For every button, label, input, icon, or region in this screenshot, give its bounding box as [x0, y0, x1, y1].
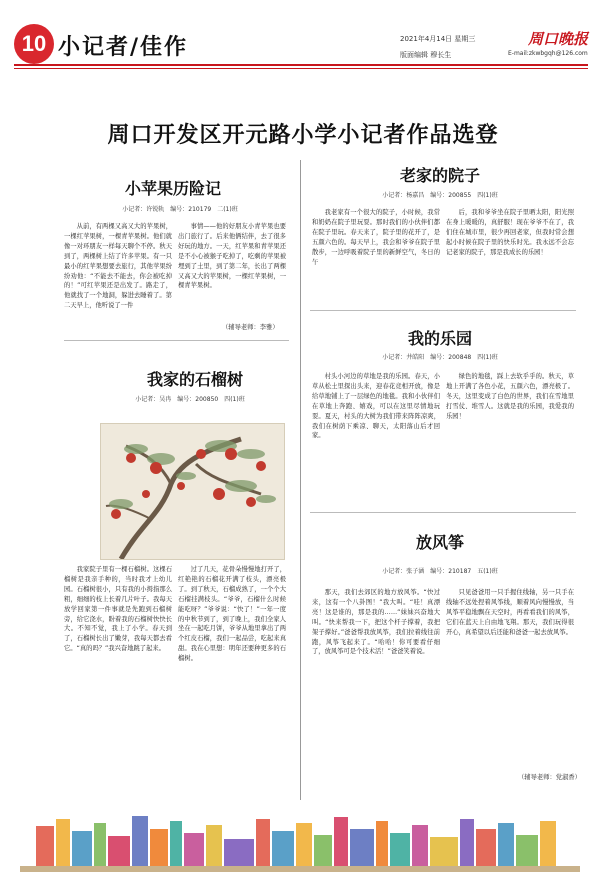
- article-body-yard-col2: [446, 208, 574, 298]
- article-body-yard-col1: [312, 208, 440, 298]
- pomegranate-painting: [100, 423, 285, 560]
- article-body-garden-col2: [446, 372, 574, 502]
- header-rule: [14, 64, 588, 66]
- article-body-pomegranate-col1: [64, 565, 172, 795]
- byline-kite: 小记者：张子涵 编号：210187 五(1)班: [382, 568, 498, 575]
- byline-garden: 小记者：井皓阳 编号：200848 四(1)班: [382, 354, 498, 361]
- article-title-garden: 我的乐园: [407, 329, 472, 348]
- paragraph: 那天，我们去郊区的地方放风筝。“快过来，这有一个八卦图！”我大叫。“哇！真漂亮！这是谁的，那是我的……”妹妹兴奋地大叫。“快来帮我一下，把这个杆子撑着，我把架子撑好。”爸爸帮我放风筝，我们拉着线往前跑，风筝飞起来了。“哈哈！你可要看仔细了，放风筝可是个技术活！”爸爸笑着说。: [312, 589, 440, 656]
- article-title-kite: 放风筝: [415, 533, 464, 552]
- issue-date: 2021年4月14日 星期三: [400, 35, 476, 43]
- byline-apple: 小记者：许锐轨 编号：210179 二(1)班: [122, 206, 238, 213]
- byline-pomegranate: 小记者：吴冉 编号：200850 四(1)班: [135, 396, 245, 403]
- teacher-kite: （辅导老师：党淑香）: [518, 774, 581, 781]
- article-body-pomegranate-col2: [178, 565, 286, 795]
- article-body-kite-col2: [446, 588, 574, 768]
- paragraph: 我家院子里有一棵石榴树。这棵石榴树是我亲手种的，当时我才上幼儿园。石榴树很小，只有我的小拇指那么粗，细细的枝上长着几片叶子。我每天放学回家第一件事就是先跑到石榴树旁，给它浇水，盼着我的石榴树快快长大。不知不觉，我上了小学。春天到了，石榴树长出了嫩芽，我每天都去看它。“真的吗？”我兴奋地跳了起来。: [64, 566, 172, 653]
- paragraph: 绿色的地毯，踩上去软乎乎的。秋天，草地上开满了各色小花，五颜六色，漂亮极了。冬天，这里变成了白色的世界，我们在雪地里打雪仗、堆雪人。这就是我的乐园，我爱我的乐园！: [446, 373, 574, 420]
- newspaper-logo: 周口晚报: [528, 30, 589, 48]
- paragraph: 村头小河边的草地是我的乐园。春天，小草从松土里探出头来，迎春花竞相开放，像是给草地铺上了一层绿色的地毯。我和小伙伴们在草地上奔跑、嬉戏，可以在这里尽情地玩耍。夏天，村头的大树为我们带来阵阵凉爽，我们在树荫下乘凉、聊天，太阳落山后才回家。: [312, 373, 440, 440]
- divider: [310, 512, 576, 513]
- divider: [64, 340, 289, 341]
- article-body-kite-col1: [312, 588, 440, 763]
- paragraph: 从前，有两棵又高又大的苹果树，一棵红苹果树，一棵青苹果树。他们就像一对环朋友一样每天聊个不停。秋天到了，两棵树上结了许多苹果。有一只最小的红苹果想要去旅行，其他苹果纷纷劝他：“不能去不能去，你会被吃掉的！”可红苹果还是出发了。路走了，他就找了一个地洞，躲进去睡着了。第二天早上，他听说了一件: [64, 223, 172, 310]
- bookshelf-illustration: [36, 811, 566, 866]
- article-title-apple: 小苹果历险记: [124, 179, 221, 198]
- paragraph: 过了几天，花骨朵慢慢地打开了，红艳艳的石榴花开满了枝头，漂亮极了。到了秋天，石榴成熟了，一个个大石榴挂满枝头。“爷爷，石榴什么时候能吃呀？”爷爷说：“快了！”一年一度的中秋节到了，到了晚上，我们全家人坐在一起吃月饼，爷爷从地里拿出了两个红皮石榴，我们一起品尝，吃起来真甜。我在心里想：明年还要种更多的石榴树。: [178, 566, 286, 663]
- section-title: 小记者/佳作: [58, 34, 189, 60]
- paragraph: 后，我和爷爷坐在院子里晒太阳，阳光照在身上暖暖的，真舒服！现在爷爷不在了，我们住在城市里，很少再回老家，但我时常会想起小时候在院子里的快乐时光。我永远不会忘记老家的院子，那是我成长的乐园！: [446, 209, 574, 256]
- article-title-yard: 老家的院子: [399, 166, 480, 185]
- teacher-apple: （辅导老师：李雅）: [222, 324, 279, 331]
- divider: [310, 310, 576, 311]
- paragraph: 事情——他的好朋友小青苹果也要出门旅行了。后来他俩结伴，去了很多好玩的地方。一天，红苹果和青苹果还是不小心被猴子吃掉了，吃剩的苹果被埋到了土里，到了第二年，长出了两棵又高又大的苹果树，一棵红苹果树，一棵青苹果树。: [178, 223, 286, 290]
- banner-title: 周口开发区开元路小学小记者作品选登: [107, 123, 499, 148]
- page-editor: 版面编辑 穆长生: [400, 51, 452, 59]
- byline-yard: 小记者：杨嘉昌 编号：200855 四(1)班: [382, 192, 498, 199]
- article-title-pomegranate: 我家的石榴树: [146, 370, 243, 389]
- paragraph: 我老家有一个很大的院子，小时候，我常和奶奶在院子里玩耍。那时我们的小伙伴们都在院子里玩。春天来了，院子里的花开了，是五颜六色的。每天早上，我会和爷爷在院子里散步，一边呼吸着院子里的新鲜空气，冬日的午: [312, 209, 440, 266]
- paragraph: 只见爸爸用一只手握住线轴，另一只手在线轴不远处捏着风筝线，顺着风向慢慢放，当风筝平稳地飘在天空时，再看看我们的风筝，它们在蓝天上自由地飞翔。那天，我们玩得很开心，真希望以后还能和爸爸一起去放风筝。: [446, 589, 574, 636]
- article-body-apple-col2: [178, 222, 286, 322]
- column-divider: [300, 160, 301, 800]
- shelf: [20, 866, 580, 872]
- page-number: 10: [14, 24, 54, 64]
- header-rule-thin: [14, 68, 588, 69]
- contact-email: E-mail:zkwbgqh@126.com: [508, 50, 588, 57]
- article-body-apple-col1: [64, 222, 172, 342]
- article-body-garden-col1: [312, 372, 440, 502]
